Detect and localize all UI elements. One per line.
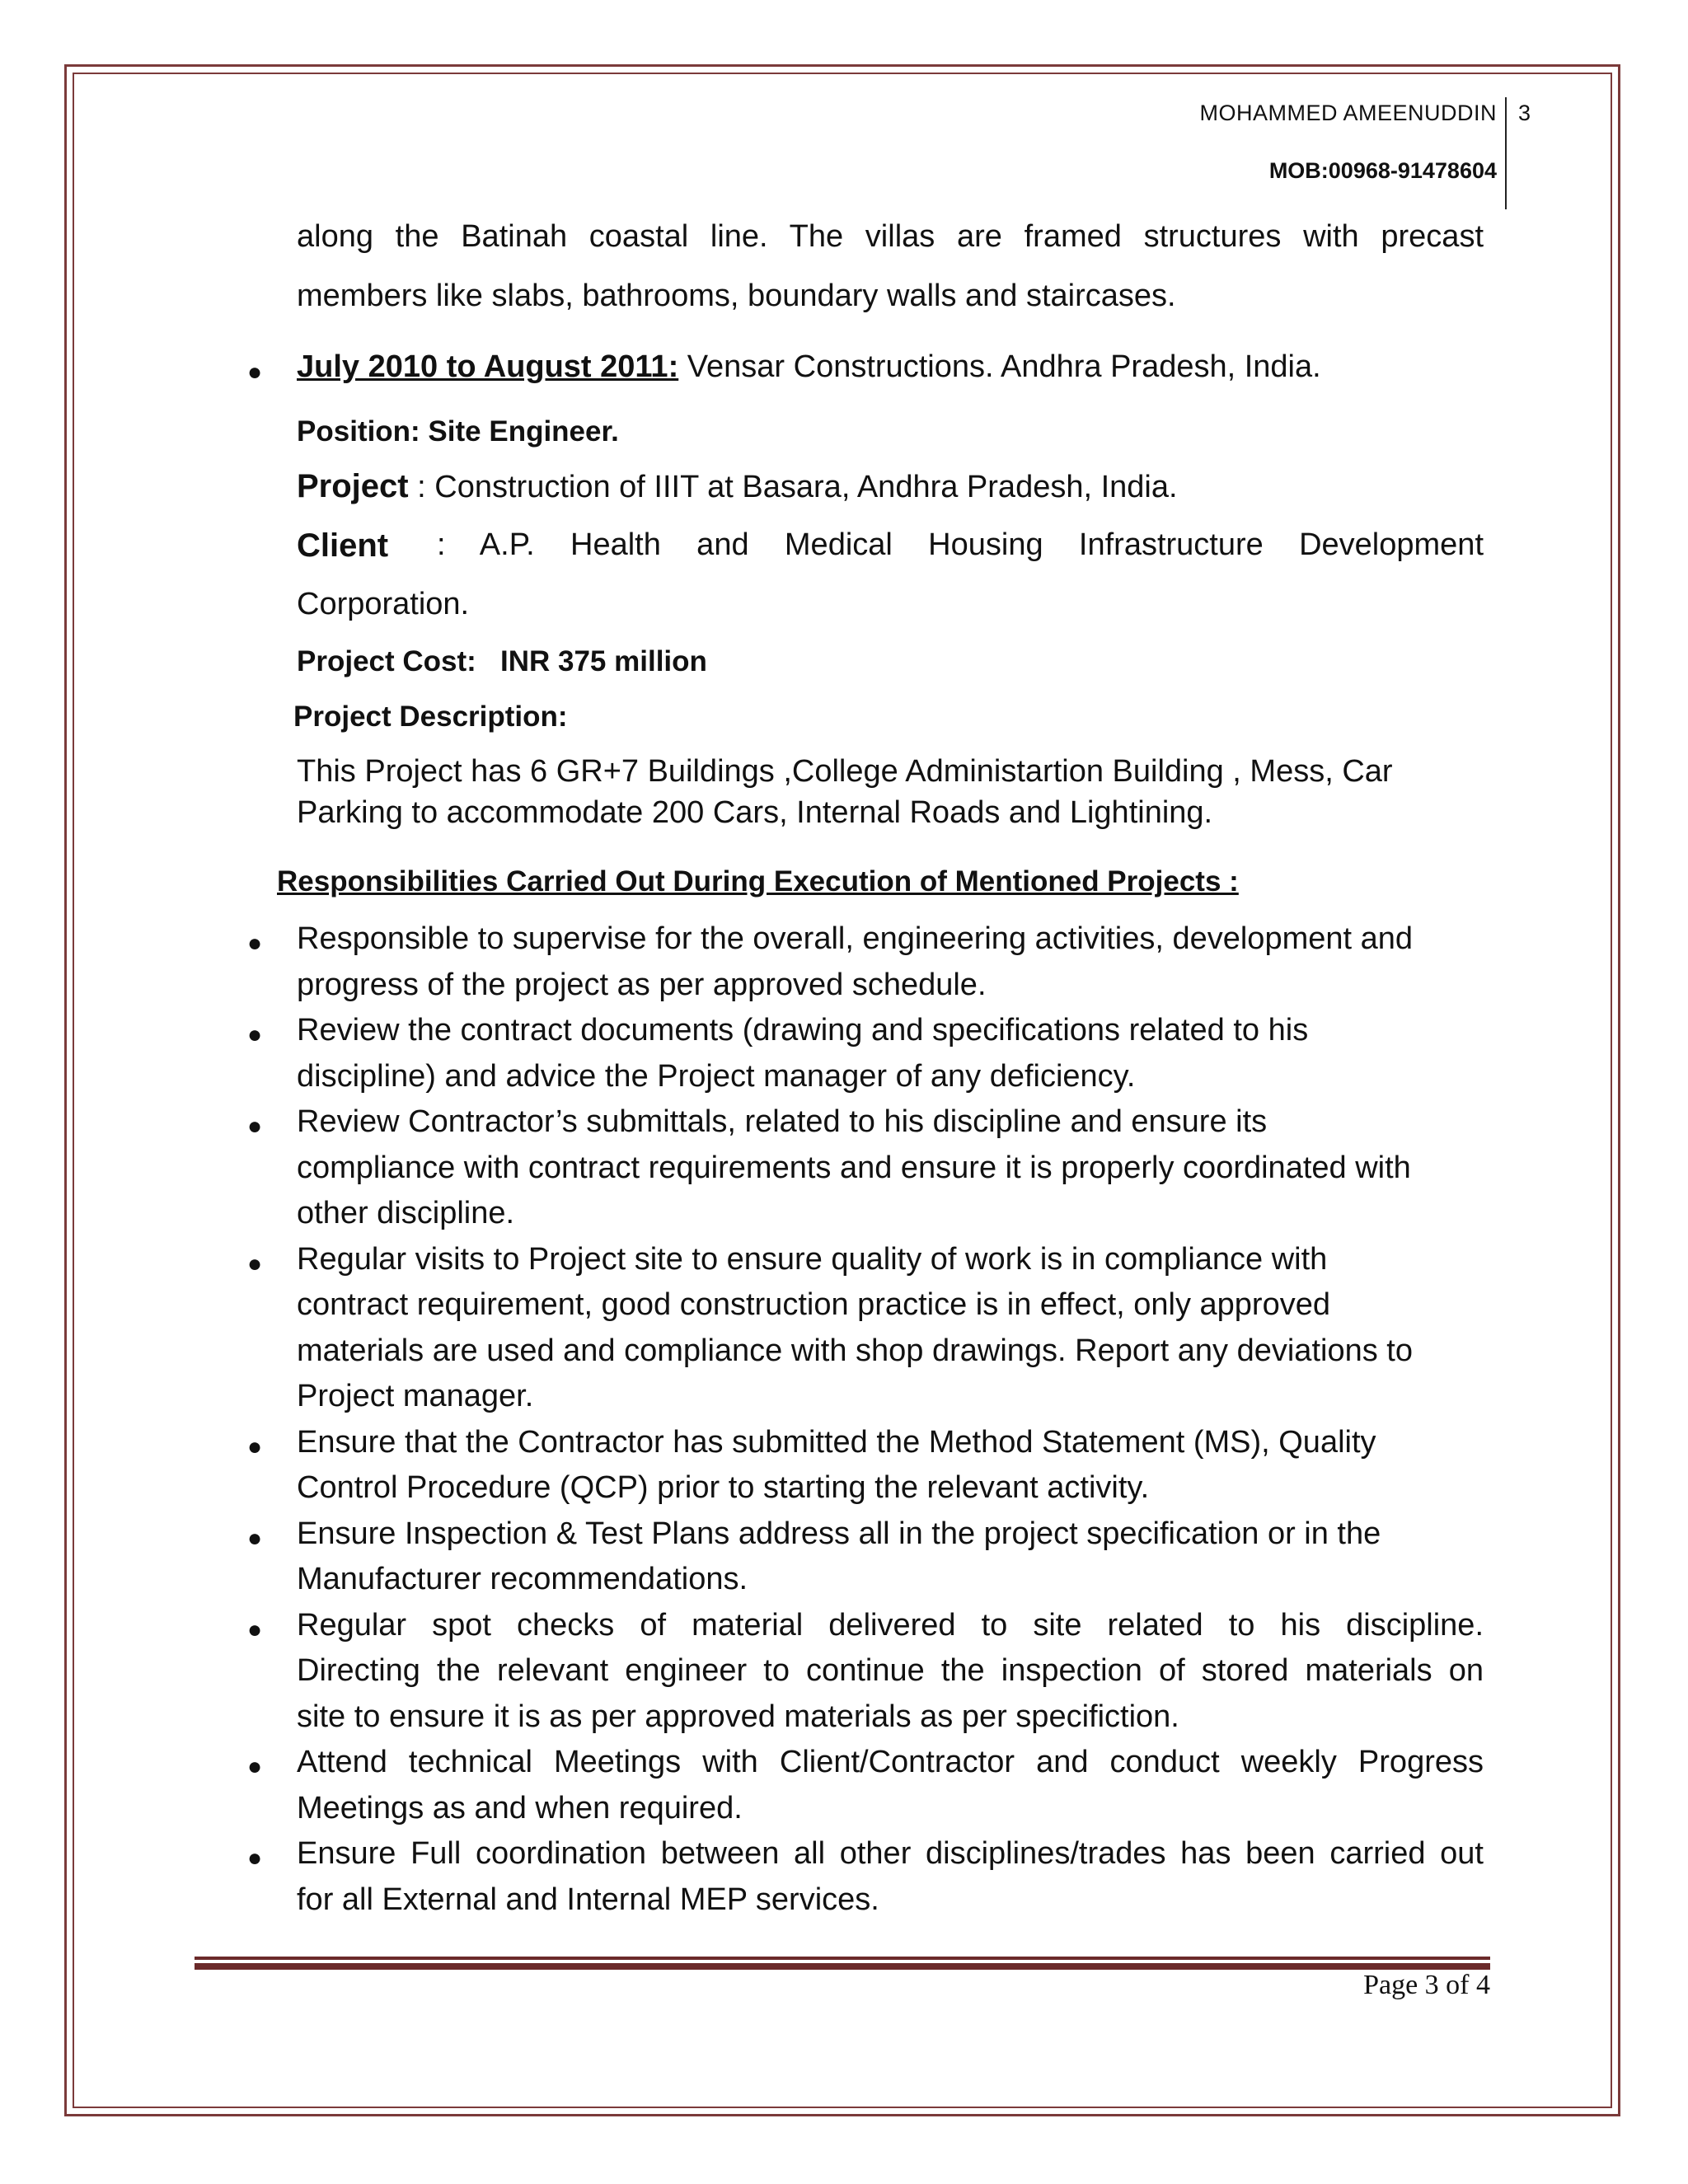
- responsibility-line: for all External and Internal MEP services.: [297, 1882, 879, 1917]
- cost-row: [297, 645, 1484, 678]
- header-divider: [1505, 97, 1507, 209]
- cost-label: Project Cost:: [297, 645, 476, 677]
- client-value-line-1: : A.P. Health and Medical Housing Infrastructure Development: [437, 527, 1484, 562]
- responsibility-line: progress of the project as per approved schedule.: [297, 967, 987, 1002]
- footer-page-label: Page 3 of 4: [1363, 1970, 1490, 2000]
- job-company: Vensar Constructions. Andhra Pradesh, India.: [678, 349, 1321, 384]
- responsibility-line: Responsible to supervise for the overall, engineering activities, development and: [297, 921, 1414, 956]
- client-row: [297, 527, 1484, 565]
- job-position: Position: Site Engineer.: [297, 415, 619, 448]
- footer-rule-thick: [195, 1963, 1490, 1970]
- responsibility-line: materials are used and compliance with shop drawings. Report any deviations to: [297, 1333, 1413, 1368]
- header-page-number: 3: [1518, 101, 1531, 125]
- bullet-icon: ●: [247, 1021, 263, 1048]
- bullet-icon: ●: [247, 1249, 263, 1277]
- responsibility-line: Regular visits to Project site to ensure quality of work is in compliance with: [297, 1241, 1328, 1277]
- description-line-1: This Project has 6 GR+7 Buildings ,College Administartion Building , Mess, Car: [297, 754, 1393, 789]
- responsibility-line: site to ensure it is as per approved materials as per specifiction.: [297, 1699, 1179, 1734]
- description-line-2: Parking to accommodate 200 Cars, Internal Roads and Lightining.: [297, 795, 1213, 830]
- responsibility-line: Control Procedure (QCP) prior to starting the relevant activity.: [297, 1470, 1150, 1505]
- project-row: [297, 468, 1484, 505]
- responsibility-line: Review Contractor’s submittals, related to his discipline and ensure its: [297, 1104, 1268, 1139]
- responsibility-line: Ensure that the Contractor has submitted the Method Statement (MS), Quality: [297, 1424, 1376, 1460]
- responsibility-line: contract requirement, good construction practice is in effect, only approved: [297, 1287, 1330, 1322]
- project-value: : Construction of IIIT at Basara, Andhra Pradesh, India.: [408, 470, 1178, 504]
- bullet-icon: ●: [247, 1615, 263, 1643]
- bullet-icon: ●: [247, 359, 263, 386]
- responsibilities-heading: Responsibilities Carried Out During Execution of Mentioned Projects :: [277, 865, 1239, 898]
- intro-line-1: along the Batinah coastal line. The villas are framed structures with precast: [297, 219, 1484, 254]
- bullet-icon: ●: [247, 1844, 263, 1872]
- responsibility-line: Ensure Inspection & Test Plans address all in the project specification or in the: [297, 1516, 1381, 1551]
- job-period: July 2010 to August 2011:: [297, 349, 679, 384]
- header-name: MOHAMMED AMEENUDDIN: [1199, 101, 1497, 125]
- responsibility-line: Meetings as and when required.: [297, 1790, 743, 1825]
- job-heading: [297, 349, 1484, 385]
- client-value-line-2: Corporation.: [297, 587, 470, 621]
- intro-line-2: members like slabs, bathrooms, boundary walls and staircases.: [297, 279, 1176, 313]
- client-label: Client: [297, 527, 389, 564]
- bullet-icon: ●: [247, 1524, 263, 1552]
- responsibility-line: Project manager.: [297, 1379, 534, 1413]
- project-label: Project: [297, 468, 409, 504]
- responsibility-line: Review the contract documents (drawing and specifications related to his: [297, 1013, 1309, 1047]
- description-label: Project Description:: [293, 701, 568, 733]
- responsibility-line: other discipline.: [297, 1196, 515, 1230]
- cost-value: INR 375 million: [500, 645, 707, 677]
- responsibility-line: Manufacturer recommendations.: [297, 1562, 748, 1596]
- bullet-icon: ●: [247, 1432, 263, 1460]
- header-mobile: MOB:00968-91478604: [1268, 158, 1497, 183]
- responsibility-line: Directing the relevant engineer to continue the inspection of stored materials on: [297, 1653, 1484, 1688]
- bullet-icon: ●: [247, 1753, 263, 1780]
- responsibility-line: compliance with contract requirements and ensure it is properly coordinated with: [297, 1150, 1411, 1185]
- responsibility-line: Ensure Full coordination between all other disciplines/trades has been carried out: [297, 1836, 1484, 1871]
- responsibility-line: Attend technical Meetings with Client/Contractor and conduct weekly Progress: [297, 1745, 1484, 1779]
- responsibility-line: Regular spot checks of material delivered to site related to his discipline.: [297, 1607, 1484, 1643]
- bullet-icon: ●: [247, 930, 263, 957]
- responsibility-line: discipline) and advice the Project manager of any deficiency.: [297, 1058, 1136, 1094]
- bullet-icon: ●: [247, 1113, 263, 1140]
- footer-rule-thin: [195, 1957, 1490, 1960]
